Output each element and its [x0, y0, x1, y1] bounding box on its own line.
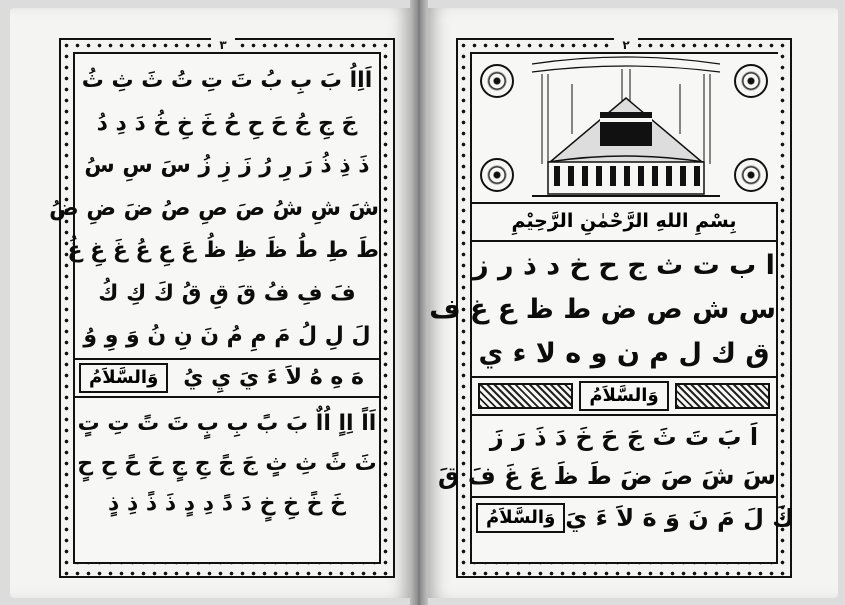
section-divider-left — [75, 396, 379, 398]
letter-row-8: هَ هِ هُ لاَ ءَ يَ يِ يُ — [183, 364, 364, 390]
ornament-right — [675, 383, 770, 409]
left-page-number: ٣ — [211, 38, 235, 52]
left-page-content — [49, 52, 381, 564]
right-page-content — [429, 52, 795, 564]
book-gutter — [410, 0, 428, 605]
fatha-row-3-with-salam — [472, 496, 795, 538]
rosette-ornament-bottom-left — [480, 158, 514, 192]
tanween-row-3: خَ خً خِ خٍ دَ دً دِ دٍ ذَ ذً ذِ ذٍ — [108, 490, 346, 516]
rosette-ornament-top-left — [480, 64, 514, 98]
alphabet-row-2: س ش ص ض ط ظ ع غ ف — [429, 294, 776, 325]
right-page — [428, 8, 838, 598]
salam-label-bottom: وَالسَّلاَمُ — [476, 503, 565, 533]
letter-row-7: لَ لِ لُ مَ مِ مُ نَ نِ نُ وَ وِ وُ — [83, 323, 371, 348]
letter-row-6: فَ فِ فُ قَ قِ قُ كَ كِ كُ — [98, 280, 356, 306]
fatha-row-1: اَ بَ تَ ثَ جَ حَ خَ دَ ذَ رَ زَ — [489, 423, 759, 451]
letter-row-2: جَ جِ جُ حَ حِ حُ خَ خِ خُ دَ دِ دُ — [96, 110, 358, 136]
left-page-border — [49, 38, 395, 578]
salam-divider-bar — [472, 376, 776, 416]
tanween-row-2: ثَ ثً ثِ ثٍ جَ جً جِ جٍ حَ حً حِ حٍ — [77, 450, 377, 476]
alphabet-row-1: ا ب ت ث ج ح خ د ذ ر ز — [473, 250, 775, 281]
salam-label-right: وَالسَّلاَمُ — [579, 381, 668, 411]
kaaba-illustration — [472, 54, 776, 202]
letter-row-8-with-salam — [75, 358, 379, 396]
fatha-row-2: سَ شَ صَ ضَ طَ ظَ عَ غَ فَ قَ — [438, 462, 776, 490]
rosette-ornament-bottom-right — [734, 158, 768, 192]
ornament-left — [478, 383, 573, 409]
rosette-ornament-top-right — [734, 64, 768, 98]
bismillah-heading: بِسْمِ اللهِ الرَّحْمٰنِ الرَّحِيْمِ — [472, 202, 776, 242]
letter-row-1: اَاِاُ بَ بِ بُ تَ تِ تُ ثَ ثِ ثُ — [81, 68, 373, 93]
tanween-row-1: اَاً اِاٍ اُاٌ بَ بً بِ بٍ تَ تً تِ تٍ — [77, 410, 377, 436]
right-page-number: ٢ — [614, 38, 638, 52]
right-page-border — [429, 38, 795, 578]
letter-row-3: ذَ ذِ ذُ رَ رِ رُ زَ زِ زُ سَ سِ سُ — [84, 153, 370, 178]
left-page — [10, 8, 410, 598]
alphabet-row-3: ق ك ل م ن و ه لا ء ي — [478, 338, 770, 369]
fatha-row-3: كَ لَ مَ نَ وَ هَ لاَ ءَ يَ — [565, 504, 795, 532]
salam-label-left: وَالسَّلاَمُ — [79, 363, 168, 393]
letter-row-5: طَ طِ طُ ظَ ظِ ظُ عَ عِ عُ غَ غِ غُ — [67, 238, 379, 263]
letter-row-4: شَ شِ شُ صَ صِ صُ ضَ ضِ ضُ — [49, 195, 379, 221]
